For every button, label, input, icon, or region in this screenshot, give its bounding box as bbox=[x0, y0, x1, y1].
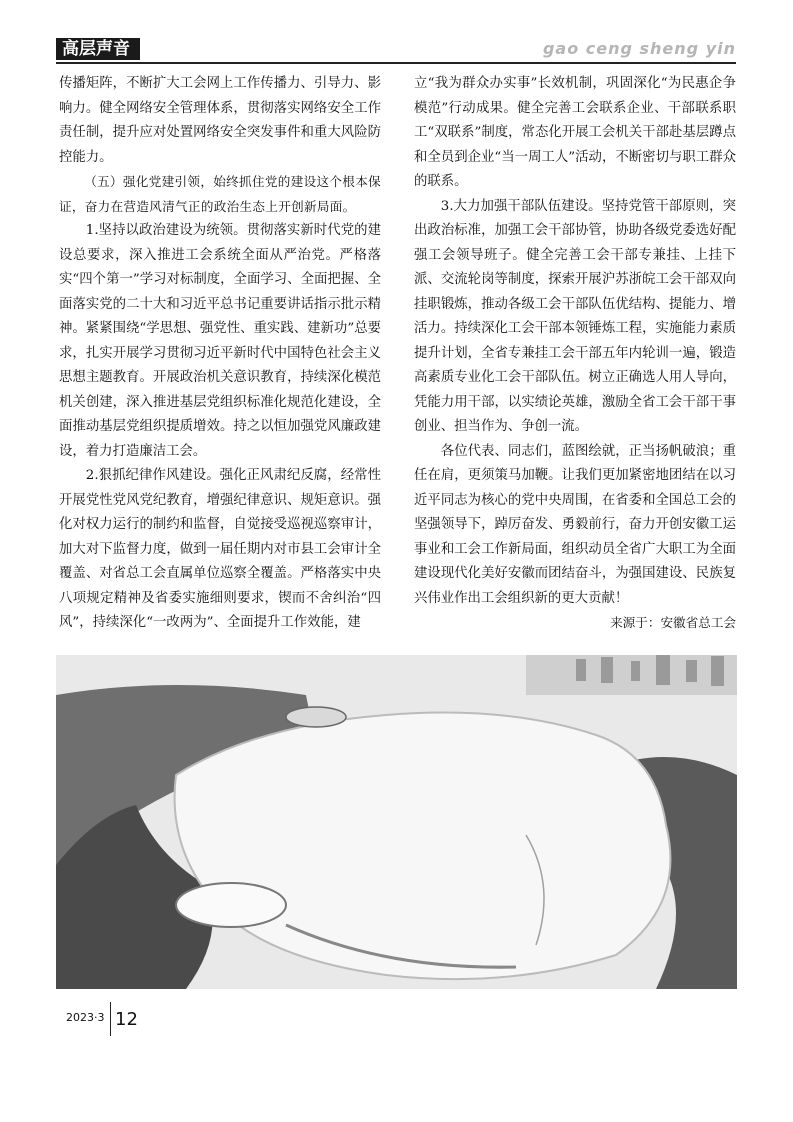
section-title: 高层声音 bbox=[56, 38, 140, 60]
issue-date: 2023·3 bbox=[66, 1011, 105, 1024]
left-column bbox=[59, 72, 381, 636]
paragraph: 立“我为群众办实事”长效机制，巩固深化“为民惠企争模范”行动成果。健全完善工会联系企业、干部联系职工“双联系”制度，常态化开展工会机关干部赴基层蹲点和全员到企业“当一周工人”活动，不断密切与职工群众的联系。 bbox=[414, 76, 736, 189]
source-credit: 来源于：安徽省总工会 bbox=[610, 615, 736, 630]
page-number: 12 bbox=[115, 1009, 138, 1030]
right-column bbox=[414, 72, 736, 636]
section-heading: （五）强化党建引领，始终抓住党的建设这个根本保证，奋力在营造风清气正的政治生态上开创新局面。 bbox=[59, 174, 381, 214]
aerial-lake-photo bbox=[56, 655, 737, 989]
paragraph: 传播矩阵，不断扩大工会网上工作传播力、引导力、影响力。健全网络安全管理体系，贯彻落实网络安全工作责任制，提升应对处置网络安全突发事件和重大风险防控能力。 bbox=[59, 76, 381, 165]
paragraph: 2.狠抓纪律作风建设。强化正风肃纪反腐，经常性开展党性党风党纪教育，增强纪律意识、规矩意识。强化对权力运行的制约和监督，自觉接受巡视巡察审计，加大对下监督力度，做到一届任期内对市县工会审计全覆盖、对省总工会直属单位巡察全覆盖。严格落实中央八项规定精神及省委实施细则要求，锲而不舍纠治“四风”，持续深化“一改两为”、全面提升工作效能，建 bbox=[59, 468, 381, 630]
paragraph: 1.坚持以政治建设为统领。贯彻落实新时代党的建设总要求，深入推进工会系统全面从严治党。严格落实“四个第一”学习对标制度，全面学习、全面把握、全面落实党的二十大和习近平总书记重要讲话指示批示精神。紧紧围绕“学思想、强党性、重实践、建新功”总要求，扎实开展学习贯彻习近平新时代中国特色社会主义思想主题教育。开展政治机关意识教育，持续深化模范机关创建，深入推进基层党组织标准化规范化建设，全面推动基层党组织提质增效。持之以恒加强党风廉政建设，着力打造廉洁工会。 bbox=[59, 223, 381, 459]
footer-divider bbox=[110, 1002, 111, 1036]
page-header bbox=[56, 38, 736, 64]
pinyin-title: gao ceng sheng yin bbox=[542, 39, 736, 58]
paragraph: 3.大力加强干部队伍建设。坚持党管干部原则，突出政治标准，加强工会干部协管，协助各级党委选好配强工会领导班子。健全完善工会干部专兼挂、上挂下派、交流轮岗等制度，探索开展沪苏浙皖工会干部双向挂职锻炼，推动各级工会干部队伍优结构、提能力、增活力。持续深化工会干部本领锤炼工程，实施能力素质提升计划，全省专兼挂工会干部五年内轮训一遍，锻造高素质专业化工会干部队伍。树立正确选人用人导向，凭能力用干部，以实绩论英雄，激励全省工会干部干事创业、担当作为、争创一流。 bbox=[414, 198, 736, 434]
paragraph: 各位代表、同志们，蓝图绘就，正当扬帆破浪；重任在肩，更须策马加鞭。让我们更加紧密地团结在以习近平同志为核心的党中央周围，在省委和全国总工会的坚强领导下，踔厉奋发、勇毅前行，奋力开创安徽工运事业和工会工作新局面，组织动员全省广大职工为全面建设现代化美好安徽而团结奋斗，为强国建设、民族复兴伟业作出工会组织新的更大贡献！ bbox=[414, 443, 736, 606]
